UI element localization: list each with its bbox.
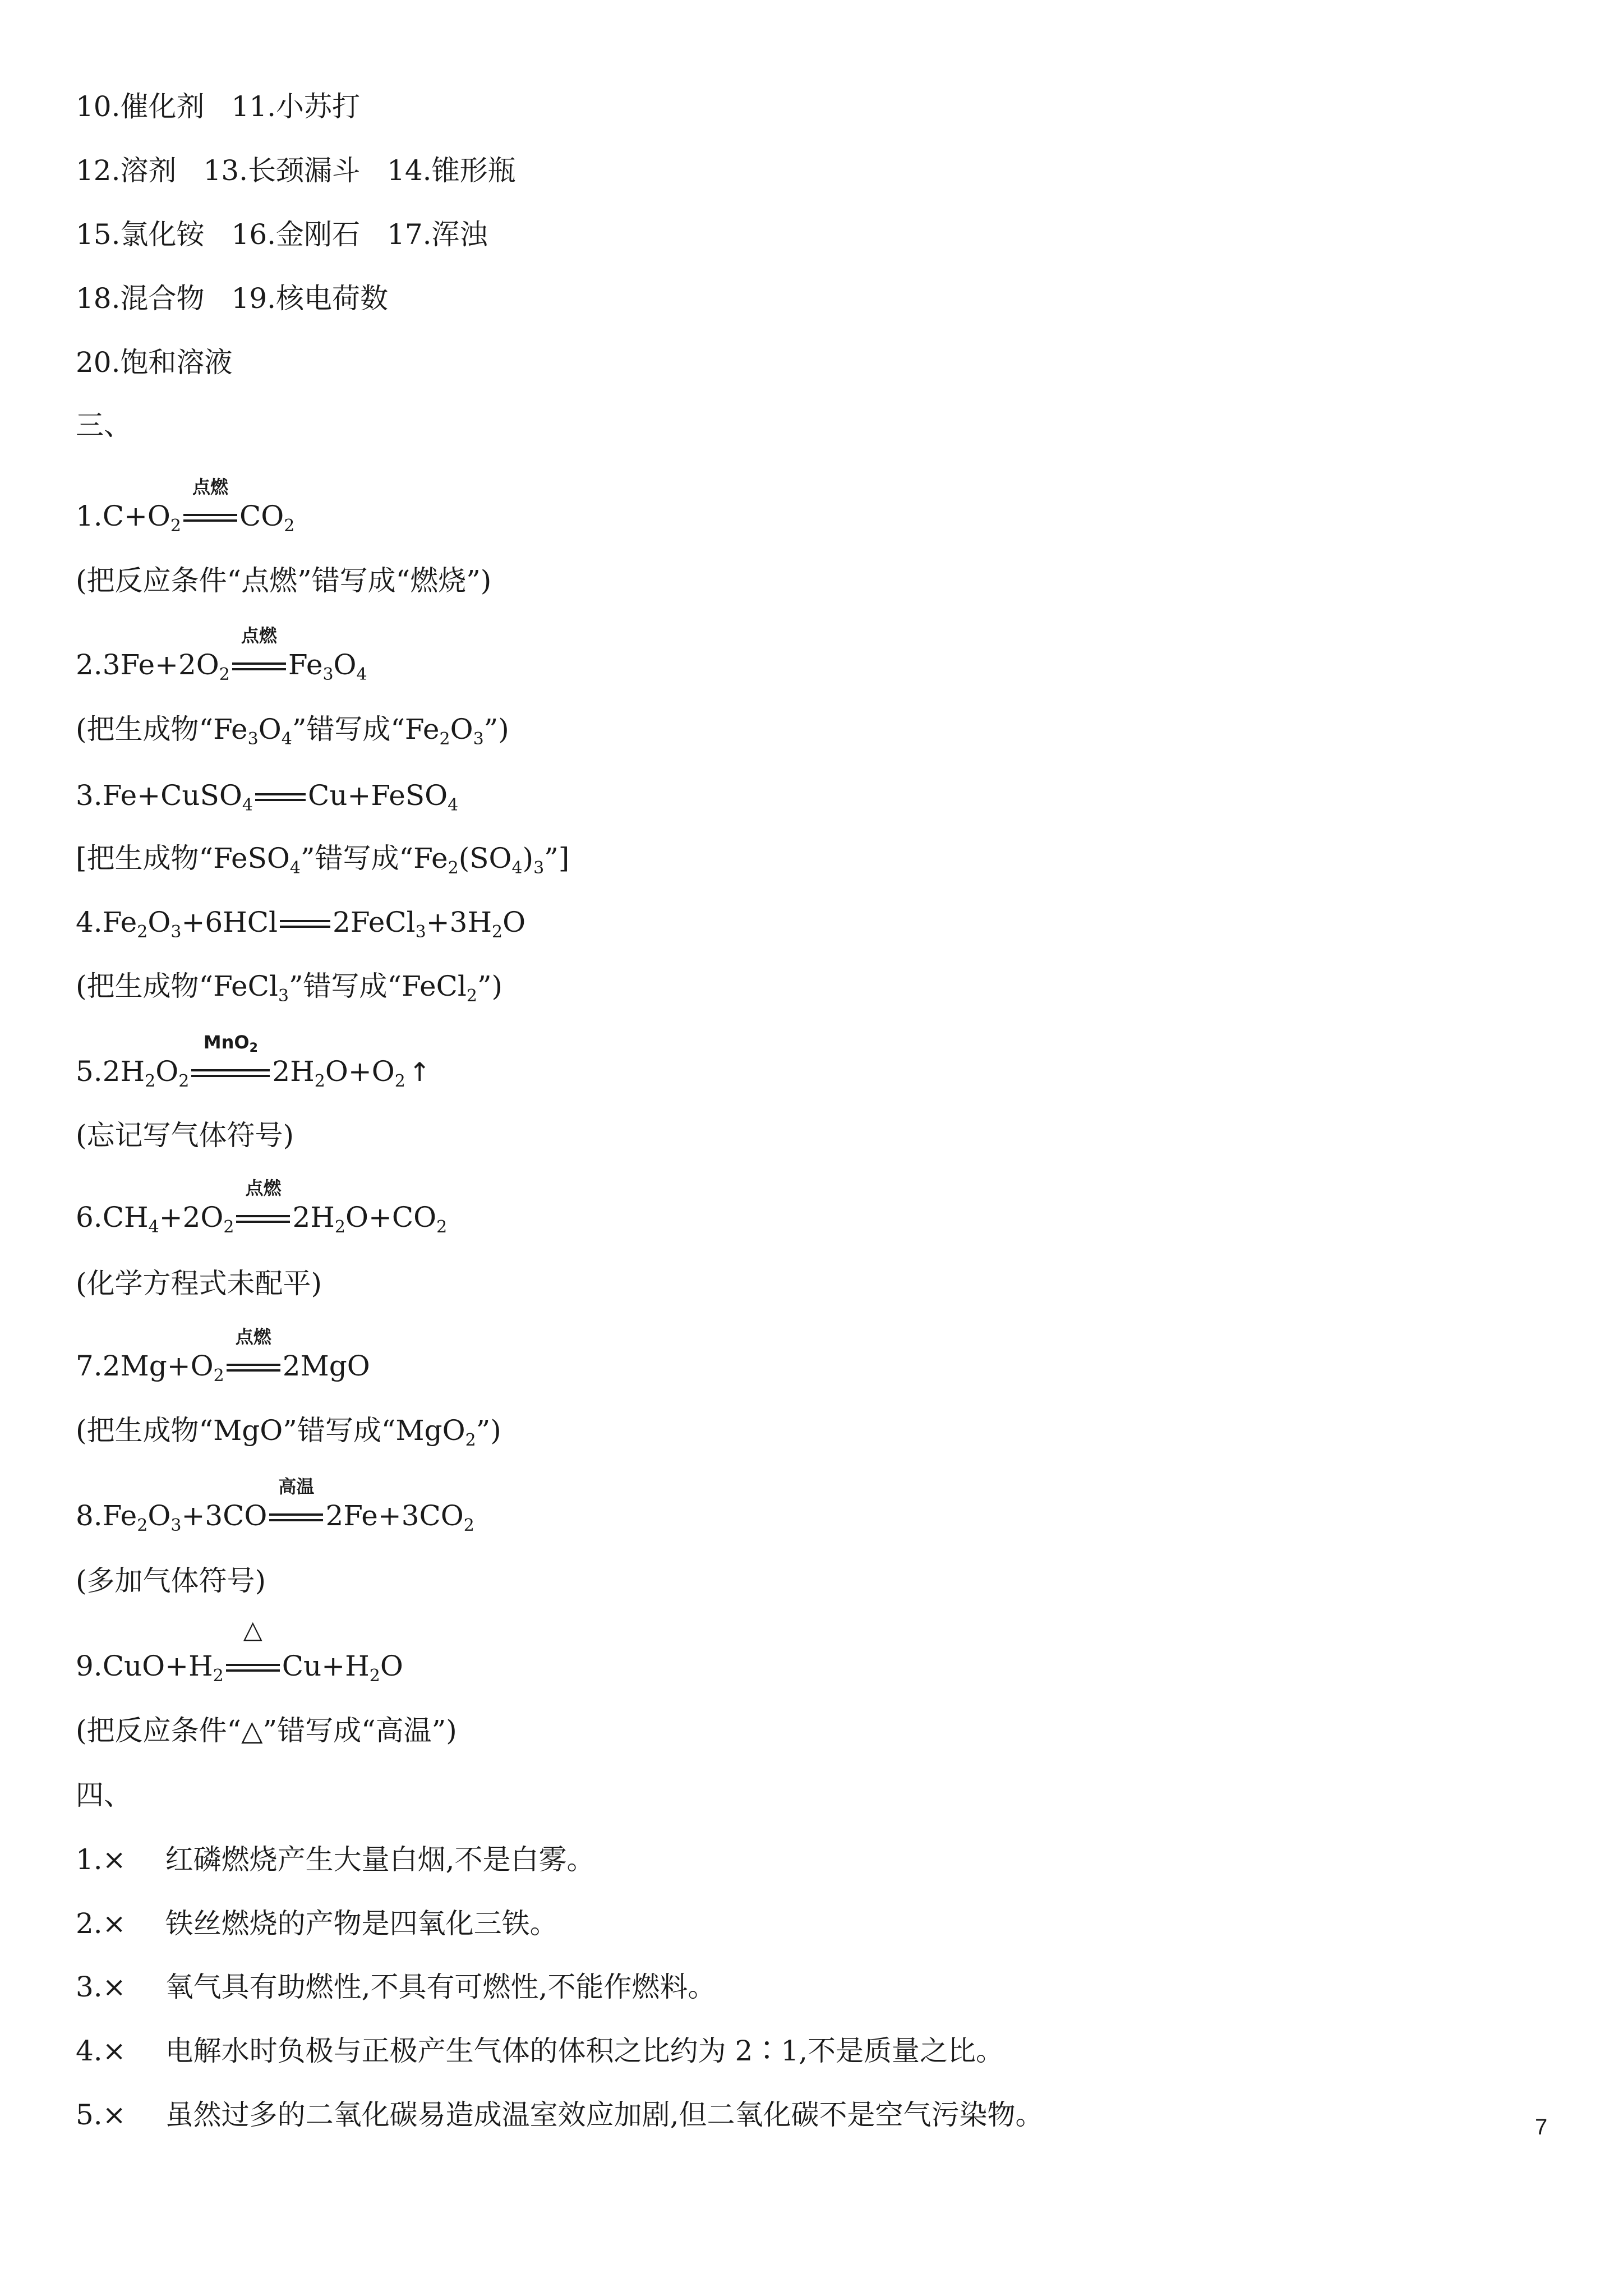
equation-5: $5.2H_2O_2$ MnO$_2$ $2H_2O+O_2$ ↑ — [76, 1032, 431, 1091]
equals-sign — [255, 779, 306, 812]
equation-4: $4.Fe_2O_3+6HCl$ $2FeCl_3+3H_2O$ — [76, 906, 526, 942]
answer-item: 19.核电荷数 — [231, 282, 389, 315]
answer-item: 16.金刚石 — [231, 218, 361, 251]
equals-sign: 点燃 — [232, 648, 286, 682]
equation-4-note: (把生成物“FeCl$_3$”错写成“FeCl$_2$”) — [76, 970, 503, 1006]
equation-1-note: (把反应条件“点燃”错写成“燃烧”) — [76, 564, 492, 597]
equation-7: $7.2Mg+O_2$ 点燃 2MgO — [76, 1326, 370, 1386]
answer-item: 14.锥形瓶 — [387, 154, 516, 187]
gas-arrow-icon: ↑ — [408, 1057, 431, 1087]
section-heading: 三、 — [76, 409, 132, 441]
answer-item: 10.催化剂 — [76, 90, 205, 123]
equals-sign: MnO$_2$ — [191, 1055, 270, 1088]
equals-sign: 点燃 — [227, 1349, 280, 1383]
equation-2-note: (把生成物“$Fe_3O_4$”错写成“$Fe_2O_3$”) — [76, 713, 509, 749]
equation-6: $6.CH_4+2O_2$ 点燃 $2H_2O+CO_2$ — [76, 1177, 448, 1237]
equation-1: $1.C+O_2$ 点燃 $CO_2$ — [76, 476, 295, 536]
equals-sign — [226, 1616, 280, 1683]
equation-7-note: (把生成物“MgO”错写成“MgO$_2$”) — [76, 1414, 501, 1450]
judgment-item: 3.× 氧气具有助燃性,不具有可燃性,不能作燃料。 — [76, 1971, 716, 2003]
equals-sign: 高温 — [269, 1499, 323, 1533]
triangle-heat-icon: △ — [243, 1616, 262, 1644]
answer-item: 12.溶剂 — [76, 154, 177, 187]
answer-line — [76, 346, 233, 379]
judgment-item: 1.× 红磷燃烧产生大量白烟,不是白雾。 — [76, 1843, 595, 1876]
answer-item: 13.长颈漏斗 — [203, 154, 361, 187]
equals-sign: 点燃 — [236, 1200, 290, 1234]
equals-sign — [280, 905, 330, 939]
page-number: 7 — [1535, 2115, 1548, 2139]
equation-8: $8.Fe_2O_3+3CO$ 高温 $2Fe+3CO_2$ — [76, 1476, 474, 1535]
equation-5-note: (忘记写气体符号) — [76, 1119, 294, 1152]
answer-line — [76, 282, 388, 315]
answer-item: 15.氯化铵 — [76, 218, 205, 251]
answer-item: 18.混合物 — [76, 282, 205, 315]
equation-3-note: [把生成物“FeSO$_4$”错写成“$Fe_2(SO_4)_3$”] — [76, 842, 570, 878]
equals-sign: 点燃 — [183, 499, 237, 533]
answer-line — [76, 154, 516, 187]
equation-9: $9.CuO+H_2$ △ $Cu+H_2O$ — [76, 1616, 403, 1686]
answer-line — [76, 90, 360, 123]
answer-item: 17.浑浊 — [387, 218, 488, 251]
judgment-item: 5.× 虽然过多的二氧化碳易造成温室效应加剧,但二氧化碳不是空气污染物。 — [76, 2099, 1044, 2131]
equation-8-note: (多加气体符号) — [76, 1565, 266, 1597]
judgment-item: 4.× 电解水时负极与正极产生气体的体积之比约为 2∶1,不是质量之比。 — [76, 2035, 1004, 2067]
equation-2: $2.3Fe+2O_2$ 点燃 $Fe_3O_4$ — [76, 625, 367, 684]
section-heading: 四、 — [76, 1779, 132, 1811]
judgment-item: 2.× 铁丝燃烧的产物是四氧化三铁。 — [76, 1907, 558, 1940]
answer-line — [76, 218, 488, 251]
equation-3: 3.Fe+CuSO$_4$ Cu+FeSO$_4$ — [76, 779, 459, 815]
answer-item: 11.小苏打 — [231, 90, 361, 123]
equation-9-note: (把反应条件“△”错写成“高温”) — [76, 1714, 457, 1747]
equation-6-note: (化学方程式未配平) — [76, 1267, 322, 1300]
answer-item: 20.饱和溶液 — [76, 346, 233, 379]
